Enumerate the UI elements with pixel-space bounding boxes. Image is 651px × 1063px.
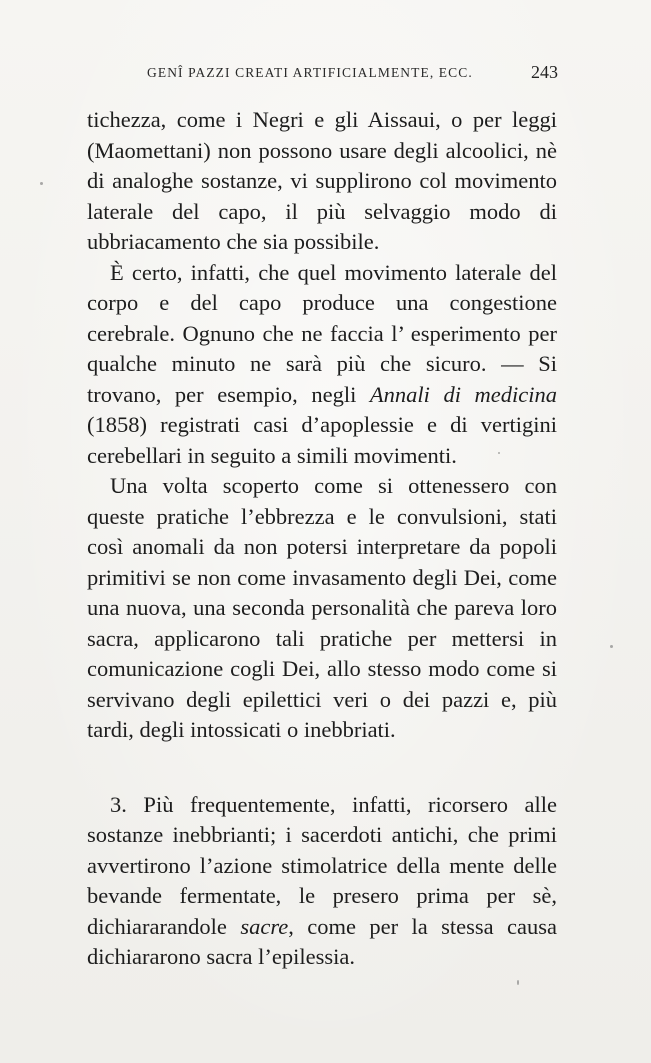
paragraph-text: 3. Più frequentemente, infatti, ricorsero alle sostanze inebbrianti; i sacerdoti antichi, che primi avvertirono l’azione stimolatrice della mente delle bevande fermentate, le presero prima per sè, dichiararandole — [87, 791, 557, 939]
paragraph-pratiche: Una volta scoperto come si ottenessero con queste pratiche l’ebbrezza e le convulsioni, stati così anomali da non potersi interpretare da popoli primitivi se non come invasamento degli Dei, come una nuova, una seconda personalità che pareva loro sacra, applicarono tali pratiche per mettersi in comunicazione cogli Dei, allo stesso modo come si servivano degli epilettici veri o dei pazzi e, più tardi, degli intossicati o inebbriati. — [87, 473, 557, 742]
paragraph-text: (1858) registrati casi d’apoplessie e di vertigini cerebellari in seguito a simili movimenti. — [87, 412, 557, 468]
paper-speck — [610, 645, 613, 648]
page-number: 243 — [531, 62, 558, 82]
journal-title-italic: Annali di medicina — [369, 381, 557, 407]
running-head-title: GENÎ PAZZI CREATI ARTIFICIALMENTE, ECC. — [147, 65, 473, 80]
paper-speck — [40, 182, 43, 185]
body-text — [87, 105, 557, 973]
paragraph-text: , come per la stessa causa dichiararono sacra l’epilessia. — [87, 913, 558, 969]
paper-speck — [498, 452, 500, 454]
running-head — [85, 62, 570, 86]
paragraph-section-3 — [87, 790, 557, 973]
paragraph-continued: tichezza, come i Negri e gli Aissaui, o per leggi (Maomettani) non possono usare degli alcoolici, nè di analoghe sostanze, vi supplirono col movimento laterale del capo, il più selvaggio modo di ubbriacamento che sia possibile. — [87, 107, 557, 254]
paragraph-text: È certo, infatti, che quel movimento laterale del corpo e del capo produce una congestione cerebrale. Ognuno che ne faccia l’ esperimento per qualche minuto ne sarà più che sicuro. — Si trovano, per esempio, negli — [87, 259, 557, 407]
paragraph-congestione — [87, 258, 557, 472]
paper-speck — [517, 980, 519, 985]
italic-word: sacre — [240, 913, 289, 939]
